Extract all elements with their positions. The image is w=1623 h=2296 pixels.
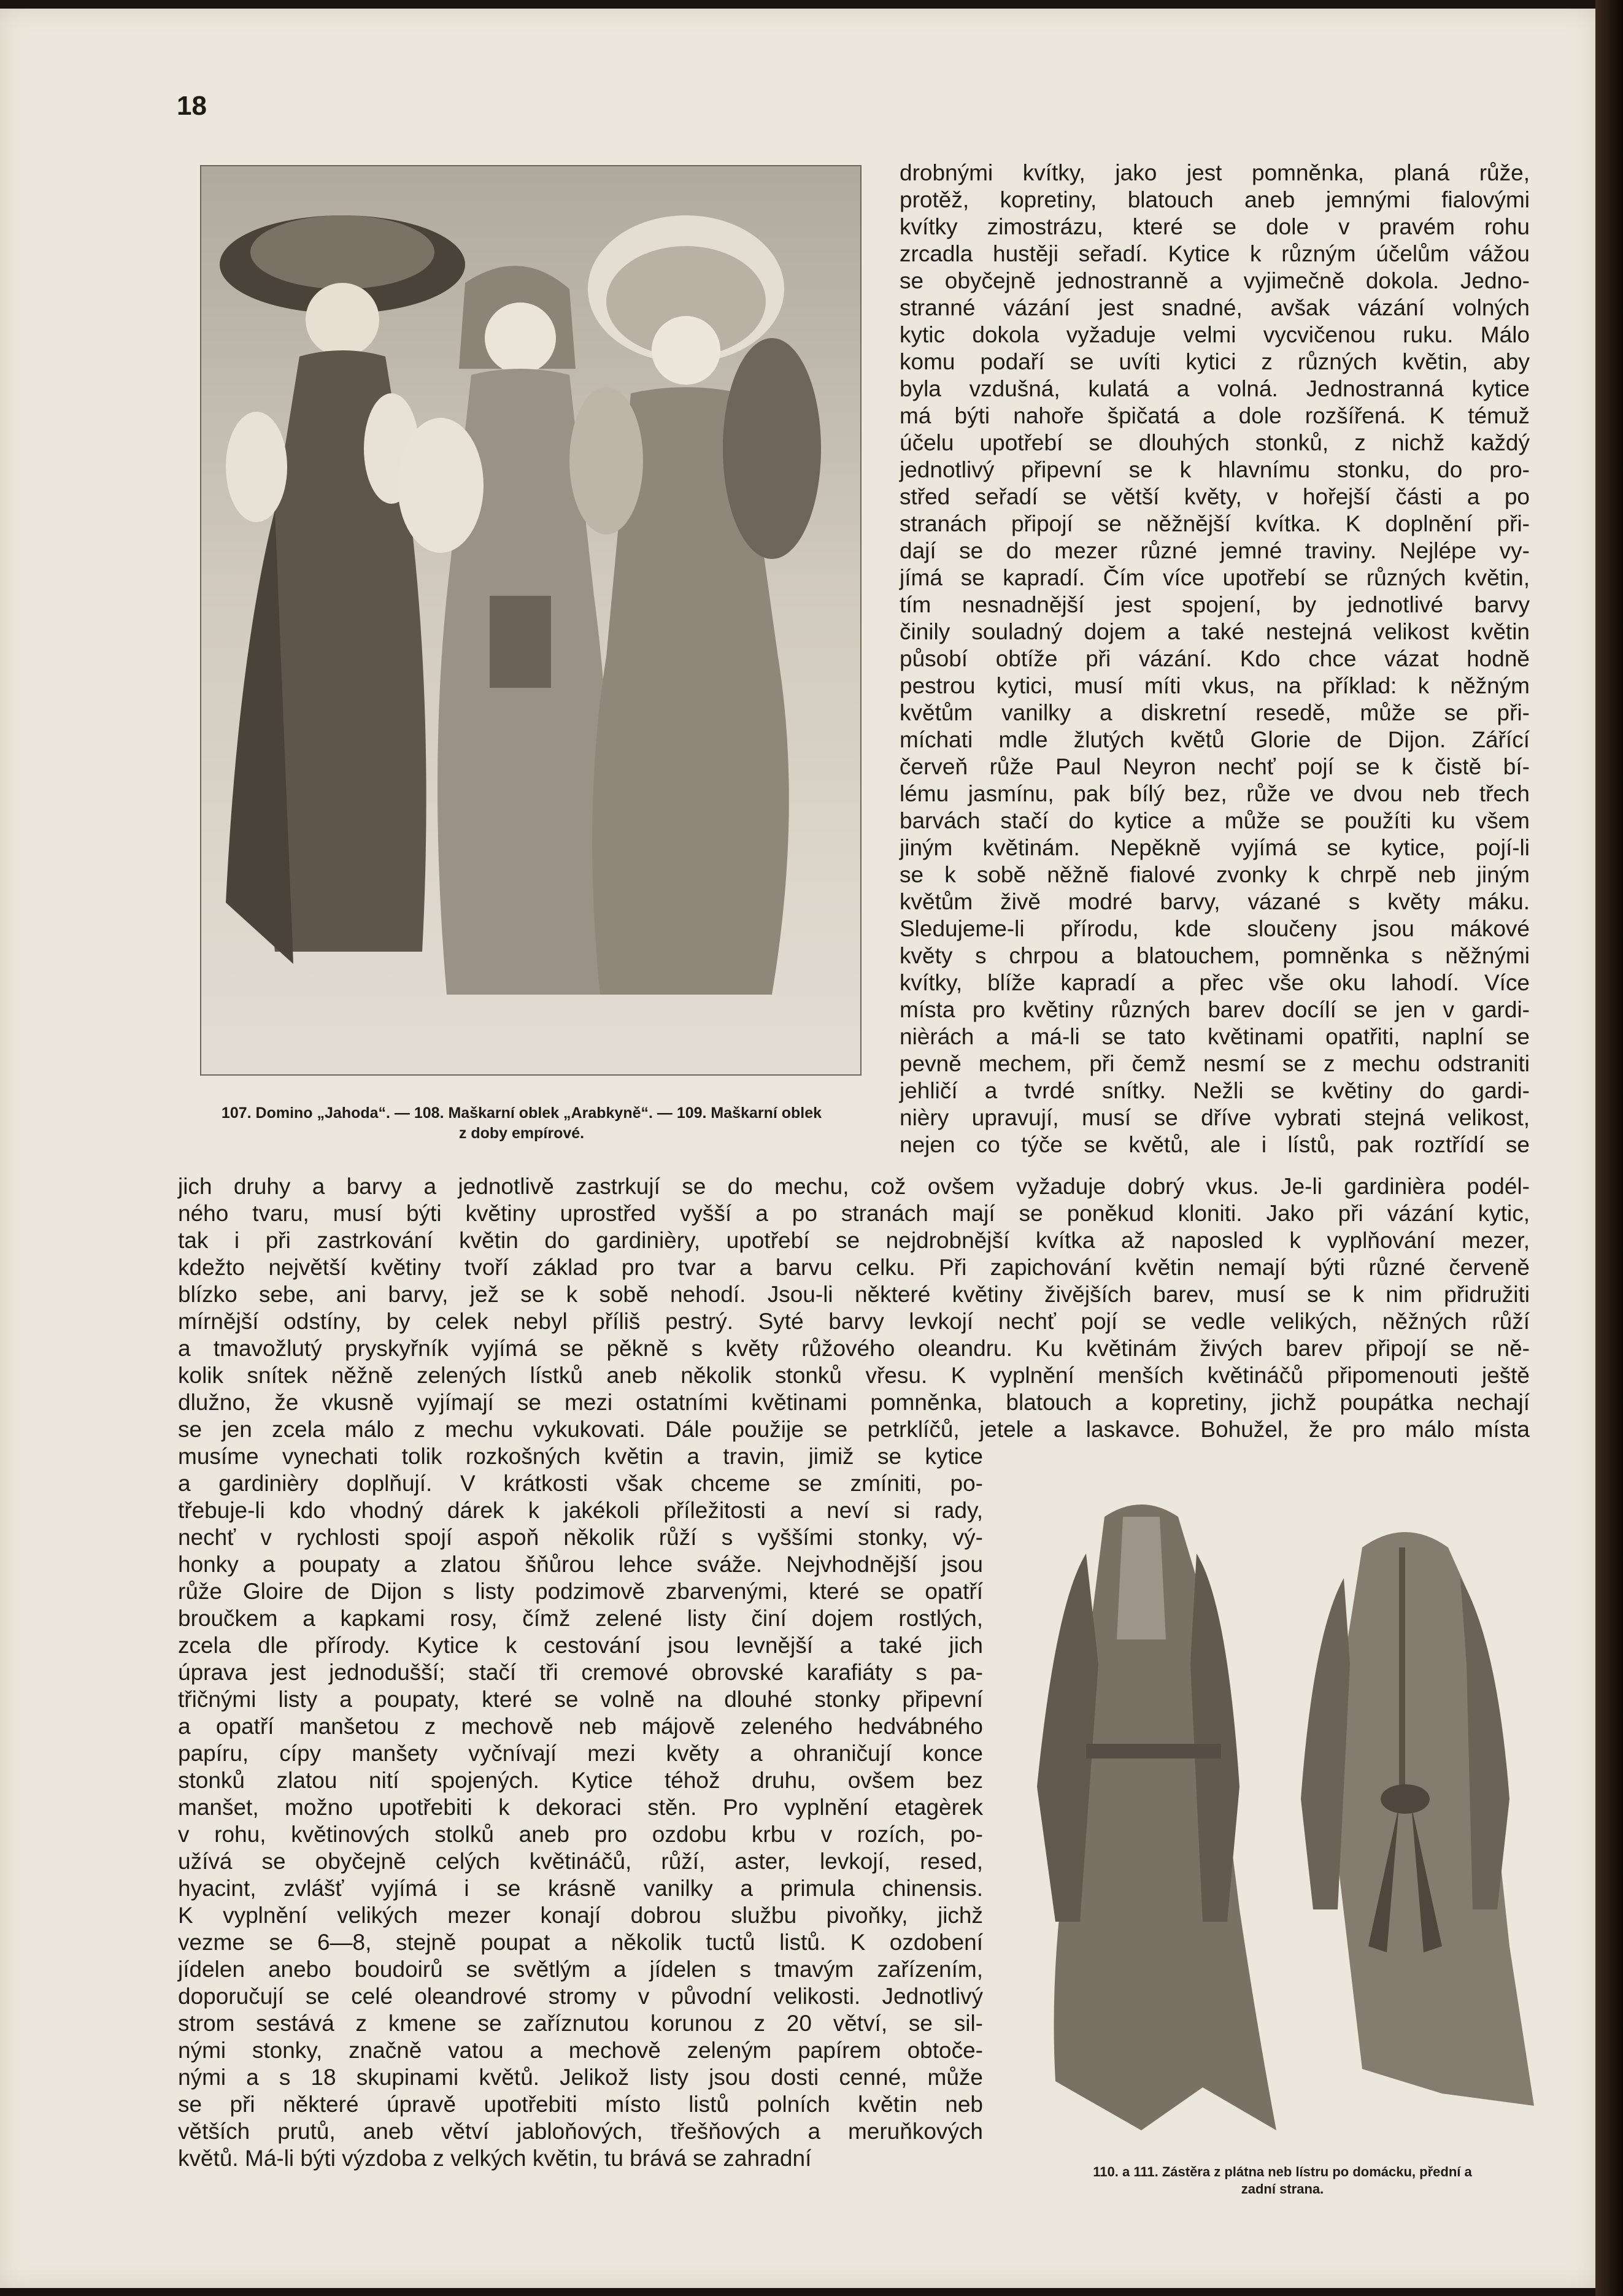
- figure-bottom-caption: [1006, 2163, 1559, 2198]
- text-line: komu podaří se uvíti kytici z různých květin, aby: [900, 349, 1530, 374]
- text-line: stonků zlatou nití spojených. Kytice téhož druhu, ovšem bez: [178, 1768, 983, 1793]
- text-line: v rohu, květinových stolků aneb pro ozdobu krbu v rozích, po-: [178, 1822, 983, 1847]
- figure-bottom-caption-line: zadní strana.: [1241, 2181, 1324, 2197]
- text-line: zcela dle přírody. Kytice k cestování jsou levnější a také jich: [178, 1633, 983, 1658]
- figure-bottom-caption-line: 110. a 111. Zástěra z plátna neb lístru po domácku, přední a: [1093, 2164, 1472, 2179]
- text-line: dají se do mezer různé jemné traviny. Nejlépe vy-: [900, 538, 1530, 563]
- text-line: tím nesnadnější jest spojení, by jednotlivé barvy: [900, 592, 1530, 617]
- apron-illustration-drawing: [1019, 1480, 1546, 2154]
- text-line: se obyčejně jednostranně a vyjimečně dokola. Jedno-: [900, 268, 1530, 293]
- apron-illustration: [1019, 1480, 1546, 2154]
- text-line: Sledujeme-li přírodu, kde sloučeny jsou mákové: [900, 916, 1530, 941]
- text-line: musíme vynechati tolik rozkošných květin a travin, jimiž se kytice: [178, 1444, 983, 1469]
- text-line: blízko sebe, ani barvy, jež se k sobě nehodí. Jsou-li některé květiny živějších barev, musí se k nim přidružiti: [178, 1282, 1530, 1307]
- text-line: kolik snítek něžně zelených lístků aneb několik stonků vřesu. K vyplnění menších květináčů připomenouti ještě: [178, 1363, 1530, 1388]
- text-line: protěž, kopretiny, blatouch aneb jemnými fialovými: [900, 187, 1530, 212]
- text-line: a tmavožlutý pryskyřník vyjímá se pěkně s květy růžového oleandru. Ku květinám živých barev připojí se ně-: [178, 1336, 1530, 1361]
- figure-top-caption-line: z doby empírové.: [458, 1125, 585, 1142]
- text-line: K vyplnění velikých mezer konají dobrou službu pivoňky, jichž: [178, 1903, 983, 1928]
- text-line: užívá se obyčejně celých květináčů, růží, aster, levkojí, resed,: [178, 1849, 983, 1874]
- text-line: hyacint, zvlášť vyjímá i se krásně vanilky a primula chinensis.: [178, 1876, 983, 1901]
- text-line: papíru, cípy manšety vyčnívají mezi květy a ohraničují konce: [178, 1741, 983, 1766]
- text-line: tak i při zastrkování květin do gardinièry, upotřebí se nejdrobnější kvítka až naposled k vyplňování mezer,: [178, 1228, 1530, 1253]
- text-line: květům vanilky a diskretní resedě, může se při-: [900, 700, 1530, 725]
- text-line: jiným květinám. Nepěkně vyjímá se kytice, pojí-li: [900, 835, 1530, 860]
- text-line: a opatří manšetou z mechově neb májově zeleného hedvábného: [178, 1714, 983, 1739]
- page-number: 18: [177, 91, 207, 121]
- text-line: jednotlivý připevní se k hlavnímu stonku, do pro-: [900, 457, 1530, 482]
- text-line: květů. Má-li býti výzdoba z velkých květin, tu brává se zahradní: [178, 2146, 812, 2171]
- text-line: jehličí a tvrdé snítky. Nežli se květiny do gardi-: [900, 1078, 1530, 1103]
- text-line: pestrou kytici, musí míti vkus, na příklad: k něžným: [900, 673, 1530, 698]
- text-line: třičnými listy a poupaty, které se volně na dlouhé stonky připevní: [178, 1687, 983, 1712]
- text-line: růže Gloire de Dijon s listy podzimově zbarvenými, které se opatří: [178, 1579, 983, 1604]
- text-line: nými stonky, značně vatou a mechově zeleným papírem obtoče-: [178, 2038, 983, 2063]
- text-line: lému jasmínu, pak bílý bez, růže ve dvou neb třech: [900, 781, 1530, 806]
- text-line: drobnými kvítky, jako jest pomněnka, planá růže,: [900, 160, 1530, 185]
- costume-illustration-drawing: [201, 166, 860, 1074]
- text-line: míchati mdle žlutých květů Glorie de Dijon. Zářící: [900, 727, 1530, 752]
- text-line: honky a poupaty a zlatou šňůrou lehce sváže. Nejvhodnější jsou: [178, 1552, 983, 1577]
- text-line: účelu upotřebí se dlouhých stonků, z nichž každý: [900, 430, 1530, 455]
- text-line: nými a s 18 skupinami květů. Jelikož listy jsou dosti cenné, může: [178, 2065, 983, 2090]
- text-line: kytic dokola vyžaduje velmi vycvičenou ruku. Málo: [900, 322, 1530, 347]
- text-line: kdežto největší květiny tvoří základ pro tvar a barvu celku. Při zapichování květin nemají býti různé červeně: [178, 1255, 1530, 1280]
- text-line: strom sestává z kmene se zaříznutou korunou z 20 větví, se sil-: [178, 2011, 983, 2036]
- text-line: činily souladný dojem a také nestejná velikost květin: [900, 619, 1530, 644]
- book-page: [0, 9, 1595, 2288]
- text-line: dlužno, že vkusně vyjímají se mezi ostatními květinami pomněnka, blatouch a kopretiny, jichž poupátka nechají: [178, 1390, 1530, 1415]
- text-line: se k sobě něžně fialové zvonky k chrpě neb jiným: [900, 862, 1530, 887]
- text-line: červeň růže Paul Neyron nechť pojí se k čistě bí-: [900, 754, 1530, 779]
- text-line: barvách stačí do kytice a může se použíti ku všem: [900, 808, 1530, 833]
- text-line: broučkem a kapkami rosy, čímž zelené listy činí dojem rostlých,: [178, 1606, 983, 1631]
- text-line: jich druhy a barvy a jednotlivě zastrkují se do mechu, což ovšem vyžaduje dobrý vkus. Je-li gardinièra podél-: [178, 1174, 1530, 1199]
- text-line: třebuje-li kdo vhodný dárek k jakékoli příležitosti a neví si rady,: [178, 1498, 983, 1523]
- text-line: jídelen anebo boudoirů se světlým a jídelen s tmavým zařízením,: [178, 1957, 983, 1982]
- text-line: úprava jest jednodušší; stačí tři cremové obrovské karafiáty s pa-: [178, 1660, 983, 1685]
- figure-top-caption: [166, 1103, 877, 1144]
- text-line: jímá se kapradí. Čím více upotřebí se různých květin,: [900, 565, 1530, 590]
- text-line: místa pro květiny různých barev docílí se jen v gardi-: [900, 997, 1530, 1022]
- text-column-left: [178, 1443, 983, 2172]
- text-full-width: [178, 1173, 1530, 1443]
- costume-illustration: [200, 165, 862, 1076]
- text-line: nièry upravují, musí se dříve vybrati stejná velikost,: [900, 1105, 1530, 1130]
- text-column-right: [900, 160, 1530, 1158]
- text-line: působí obtíže při vázání. Kdo chce vázat hodně: [900, 646, 1530, 671]
- text-line: pevně mechem, při čemž nesmí se z mechu odstraniti: [900, 1051, 1530, 1076]
- text-line: byla vzdušná, kulatá a volná. Jednostranná kytice: [900, 376, 1530, 401]
- text-line: nechť v rychlosti spojí aspoň několik růží s vyššími stonky, vý-: [178, 1525, 983, 1550]
- text-line: má býti nahoře špičatá a dole rozšířená. K témuž: [900, 403, 1530, 428]
- text-line: zrcadla hustěji seřadí. Kytice k různým účelům vážou: [900, 241, 1530, 266]
- text-line: stranách připojí se něžnější kvítka. K doplnění při-: [900, 511, 1530, 536]
- text-line: a gardinièry doplňují. V krátkosti však chceme se zmíniti, po-: [178, 1471, 983, 1496]
- text-line: nièrách a má-li se tato květinami opatřiti, naplní se: [900, 1024, 1530, 1049]
- apron-back: [1301, 1532, 1534, 2106]
- text-line: kvítky, blíže kapradí a přec vše oku lahodí. Více: [900, 970, 1530, 995]
- text-line: doporučují se celé oleandrové stromy v původní velikosti. Jednotlivý: [178, 1984, 983, 2009]
- text-line: stranné vázání jest snadné, avšak vázání volných: [900, 295, 1530, 320]
- figure-top-caption-line: 107. Domino „Jahoda“. — 108. Maškarní oblek „Arabkyně“. — 109. Maškarní oblek: [221, 1104, 822, 1122]
- book-spine: [1595, 0, 1623, 2296]
- text-line: mírnější odstíny, by celek nebyl příliš pestrý. Syté barvy levkojí nechť pojí se vedle velikých, něžných růží: [178, 1309, 1530, 1334]
- text-line: květy s chrpou a blatouchem, pomněnka s něžnými: [900, 943, 1530, 968]
- text-line: větších prutů, aneb větví jabloňových, třešňových a meruňkových: [178, 2119, 983, 2144]
- text-line: vezme se 6—8, stejně poupat a několik tuctů listů. K ozdobení: [178, 1930, 983, 1955]
- text-line: manšet, možno upotřebiti k dekoraci stěn. Pro vyplnění etagèrek: [178, 1795, 983, 1820]
- text-line: střed seřadí se větší květy, v hořejší části a po: [900, 484, 1530, 509]
- text-line: květům živě modré barvy, vázané s květy máku.: [900, 889, 1530, 914]
- text-line: se při některé úpravě upotřebiti místo listů polních květin neb: [178, 2092, 983, 2117]
- text-line: ného tvaru, musí býti květiny uprostřed vyšší a po stranách mají se poněkud kloniti. Jako při vázání kytic,: [178, 1201, 1530, 1226]
- text-line: se jen zcela málo z mechu vykukovati. Dále použije se petrklíčů, jetele a laskavce. Bohužel, že pro málo místa: [178, 1417, 1530, 1442]
- apron-front: [1037, 1504, 1276, 2130]
- text-line: nejen co týče se květů, ale i lístů, pak roztřídí se: [900, 1132, 1530, 1157]
- text-line: kvítky zimostrázu, které se dole v pravém rohu: [900, 214, 1530, 239]
